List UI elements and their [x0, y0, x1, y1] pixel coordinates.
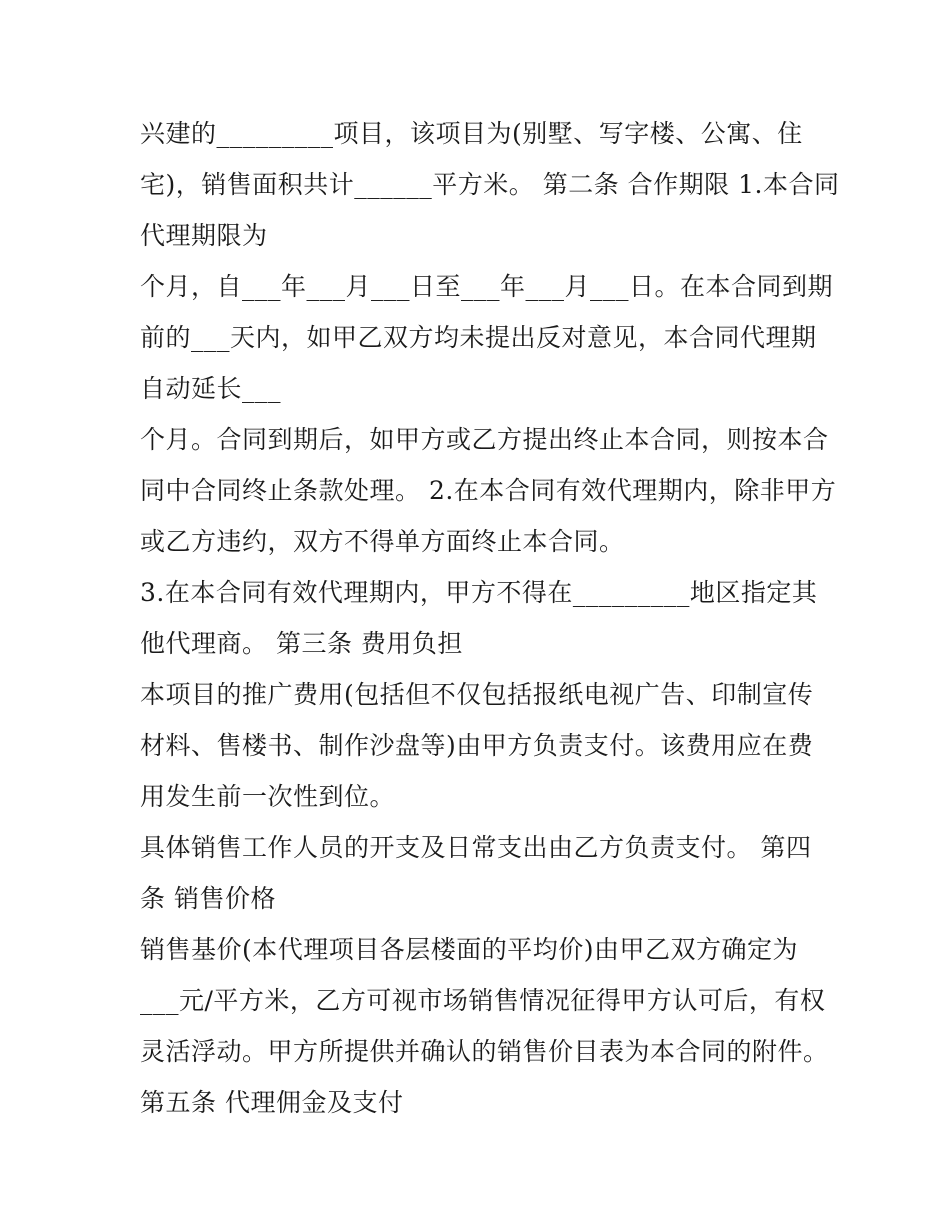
text-line: ___元/平方米，乙方可视市场销售情况征得甲方认可后，有权 — [140, 986, 826, 1015]
text-line: 代理期限为 — [140, 221, 268, 250]
text-line: 个月。合同到期后，如甲方或乙方提出终止本合同，则按本合 — [140, 425, 829, 454]
text-line: 同中合同终止条款处理。 2.在本合同有效代理期内，除非甲方 — [140, 476, 837, 505]
text-line: 他代理商。 第三条 费用负担 — [140, 629, 463, 658]
text-line: 材料、售楼书、制作沙盘等)由甲方负责支付。该费用应在费 — [140, 731, 814, 760]
text-line: 本项目的推广费用(包括但不仅包括报纸电视广告、印制宣传 — [140, 680, 814, 709]
text-line: 销售基价(本代理项目各层楼面的平均价)由甲乙双方确定为 — [140, 935, 799, 964]
text-line: 兴建的_________项目，该项目为(别墅、写字楼、公寓、住 — [140, 119, 803, 148]
text-line: 或乙方违约，双方不得单方面终止本合同。 — [140, 527, 625, 556]
text-line: 自动延长___ — [140, 374, 282, 403]
text-line: 具体销售工作人员的开支及日常支出由乙方负责支付。 第四 — [140, 833, 812, 862]
text-line: 宅)，销售面积共计______平方米。 第二条 合作期限 1.本合同 — [140, 170, 840, 199]
text-line: 用发生前一次性到位。 — [140, 782, 396, 811]
text-line: 灵活浮动。甲方所提供并确认的销售价目表为本合同的附件。 — [140, 1037, 829, 1066]
contract-text — [140, 108, 840, 1128]
text-line: 个月，自___年___月___日至___年___月___日。在本合同到期 — [140, 272, 834, 301]
text-line: 第五条 代理佣金及支付 — [140, 1088, 404, 1117]
text-line: 前的___天内，如甲乙双方均未提出反对意见，本合同代理期 — [140, 323, 817, 352]
text-line: 3.在本合同有效代理期内，甲方不得在_________地区指定其 — [140, 578, 818, 607]
text-line: 条 销售价格 — [140, 884, 276, 913]
